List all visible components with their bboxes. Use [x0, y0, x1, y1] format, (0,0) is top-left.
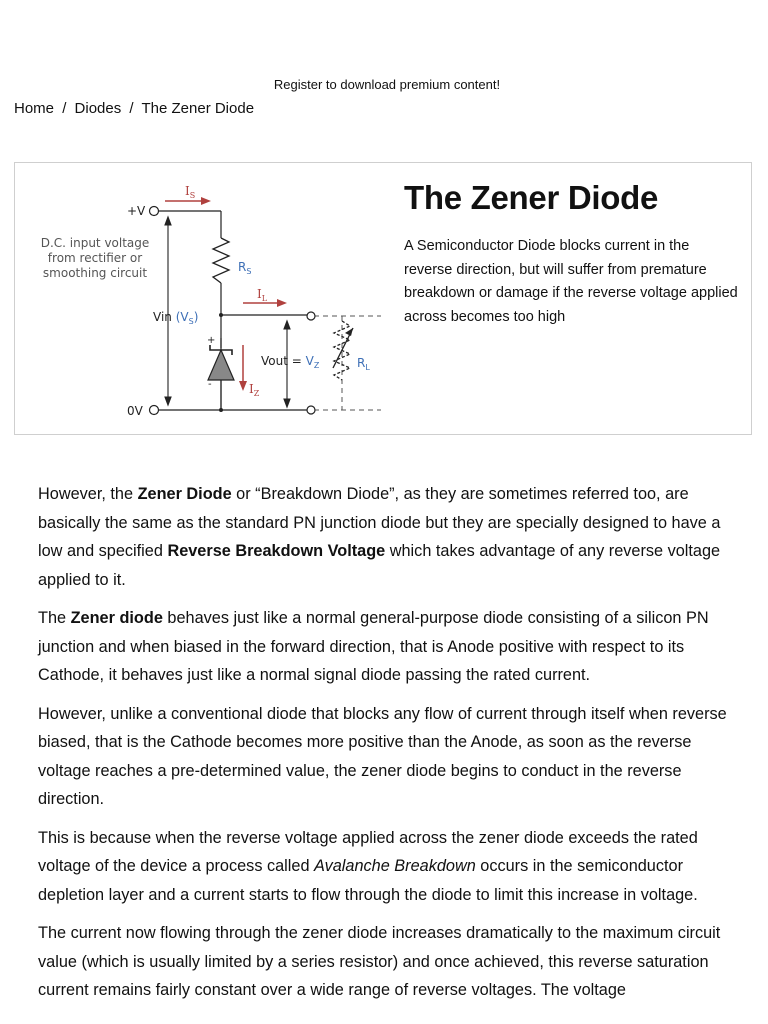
input-desc-line1: D.C. input voltage [40, 236, 150, 250]
diode-minus-sign: - [208, 379, 212, 390]
rl-variable-arrow-head [345, 328, 353, 336]
is-label: $I_S$ [185, 184, 196, 200]
is-current-arrow [165, 197, 211, 205]
diode-plus-sign: + [207, 335, 216, 346]
zero-v-terminal [150, 406, 159, 415]
hero-description: A Semiconductor Diode blocks current in the reverse direction, but will suffer from premature breakdown or damage if the reverse voltage applied across becomes too high [404, 238, 738, 325]
breadcrumb [14, 100, 254, 117]
vout-bottom-terminal [307, 406, 315, 414]
il-label: $I_L$ [257, 287, 268, 303]
article-paragraph: The Zener diode behaves just like a normal general-purpose diode consisting of a silicon PN junction and when biased in the forward direction, that is Anode positive with respect to its Cathode, it behaves just like a normal signal diode passing the rated current. [38, 609, 709, 684]
register-text[interactable]: Register to download premium content! [273, 77, 501, 92]
breadcrumb-separator: / [62, 100, 67, 117]
article-paragraph: This is because when the reverse voltage applied across the zener diode exceeds the rated voltage of the device a process called Avalanche Breakdown occurs in the semiconductor depletion layer and a current starts to flow through the diode to limit this increase in voltage. [38, 828, 698, 904]
article-paragraph: However, the Zener Diode or “Breakdown Diode”, as they are sometimes referred too, are basically the same as the standard PN junction diode but they are specially designed to have a low and specified Reverse Breakdown Voltage which takes advantage of any reverse voltage applied to it. [38, 485, 721, 589]
junction-dot [219, 313, 223, 317]
vout-top-terminal [307, 312, 315, 320]
input-desc-line2: from rectifier or [47, 251, 143, 265]
page-title: The Zener Diode [404, 179, 659, 216]
zener-diode-icon [208, 345, 234, 410]
rs-label: $R_S$ [238, 260, 252, 276]
vout-label: Vout = $V_Z$ [261, 354, 320, 370]
load-dashed-leads [314, 316, 381, 410]
iz-current-arrow [239, 345, 247, 391]
rl-label: $R_L$ [357, 356, 370, 372]
iz-label: $I_Z$ [249, 382, 260, 398]
breadcrumb-separator: / [129, 100, 134, 117]
vin-label: Vin $(V_S)$ [153, 310, 199, 326]
breadcrumb-current: The Zener Diode [141, 100, 255, 117]
input-desc-line3: smoothing circuit [42, 266, 148, 280]
plus-v-label: +V [127, 204, 146, 218]
hero-card [14, 162, 752, 435]
article-body [38, 480, 738, 1015]
zero-v-label: 0V [127, 404, 143, 418]
plus-v-terminal [150, 207, 159, 216]
breadcrumb-diodes[interactable]: Diodes [74, 100, 122, 117]
resistor-rs-icon [213, 238, 229, 283]
breadcrumb-home[interactable]: Home [14, 100, 55, 117]
article-paragraph: The current now flowing through the zener diode increases dramatically to the maximum circuit value (which is usually limited by a series resistor) and once achieved, this reverse saturation current remains fairly constant over a wide range of reverse voltages. The voltage [38, 924, 721, 999]
article-paragraph: However, unlike a conventional diode that blocks any flow of current through itself when reverse biased, that is the Cathode becomes more positive than the Anode, as soon as the reverse voltage reaches a pre-determined value, the zener diode begins to conduct in the reverse direction. [38, 704, 727, 808]
zener-circuit-diagram [15, 163, 397, 434]
register-banner[interactable] [0, 77, 768, 92]
